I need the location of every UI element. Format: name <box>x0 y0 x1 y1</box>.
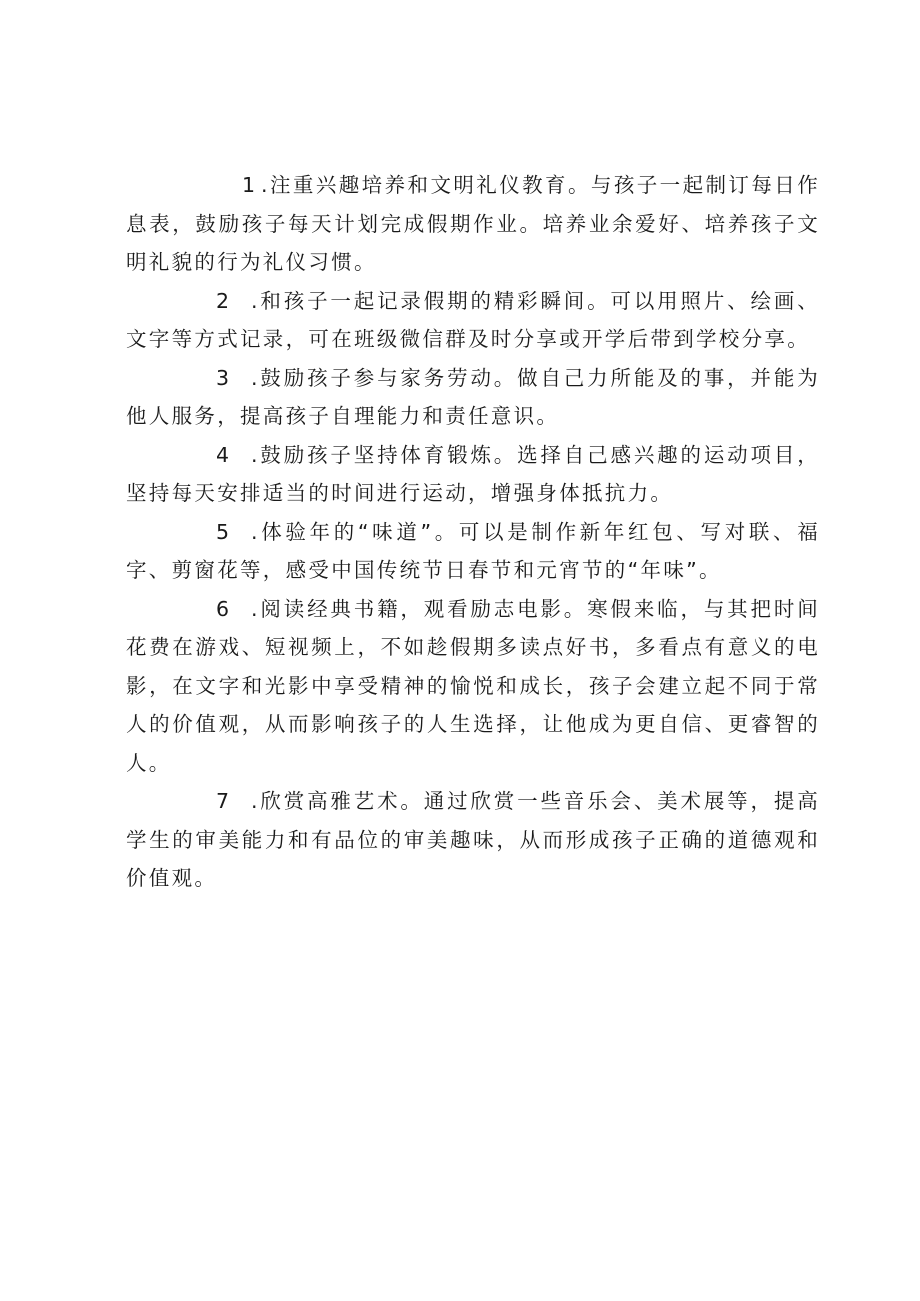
item-text: .阅读经典书籍，观看励志电影。寒假来临，与其把时间花费在游戏、短视频上，不如趁假期多读点好书，多看点有意义的电影，在文字和光影中享受精神的愉悦和成长，孩子会建立起不同于常人的价值观，从而影响孩子的人生选择，让他成为更自信、更睿智的人。 <box>126 596 820 775</box>
item-number: 1 <box>242 173 256 197</box>
item-text: .鼓励孩子参与家务劳动。做自己力所能及的事，并能为他人服务，提高孩子自理能力和责任意识。 <box>126 365 820 428</box>
list-item <box>126 590 820 783</box>
item-number: 4 <box>216 442 230 467</box>
item-text: .注重兴趣培养和文明礼仪教育。与孩子一起制订每日作息表，鼓励孩子每天计划完成假期作业。培养业余爱好、培养孩子文明礼貌的行为礼仪习惯。 <box>126 173 820 274</box>
item-number: 6 <box>216 596 230 621</box>
item-number: 2 <box>216 288 230 313</box>
list-item <box>126 436 820 513</box>
item-text: .鼓励孩子坚持体育锻炼。选择自己感兴趣的运动项目，坚持每天安排适当的时间进行运动，增强身体抵抗力。 <box>126 442 820 505</box>
list-item <box>126 282 820 359</box>
list-item <box>126 359 820 436</box>
item-text: .欣赏高雅艺术。通过欣赏一些音乐会、美术展等，提高学生的审美能力和有品位的审美趣味，从而形成孩子正确的道德观和价值观。 <box>126 789 820 890</box>
item-number: 3 <box>216 365 230 390</box>
item-number: 5 <box>216 519 230 544</box>
list-item <box>126 513 820 590</box>
item-text: .体验年的“味道”。可以是制作新年红包、写对联、福字、剪窗花等，感受中国传统节日春节和元宵节的“年味”。 <box>126 519 820 582</box>
item-text: .和孩子一起记录假期的精彩瞬间。可以用照片、绘画、文字等方式记录，可在班级微信群及时分享或开学后带到学校分享。 <box>126 288 820 351</box>
list-item <box>126 166 820 282</box>
document-body <box>126 166 820 898</box>
list-item <box>126 782 820 898</box>
item-number: 7 <box>216 789 230 813</box>
